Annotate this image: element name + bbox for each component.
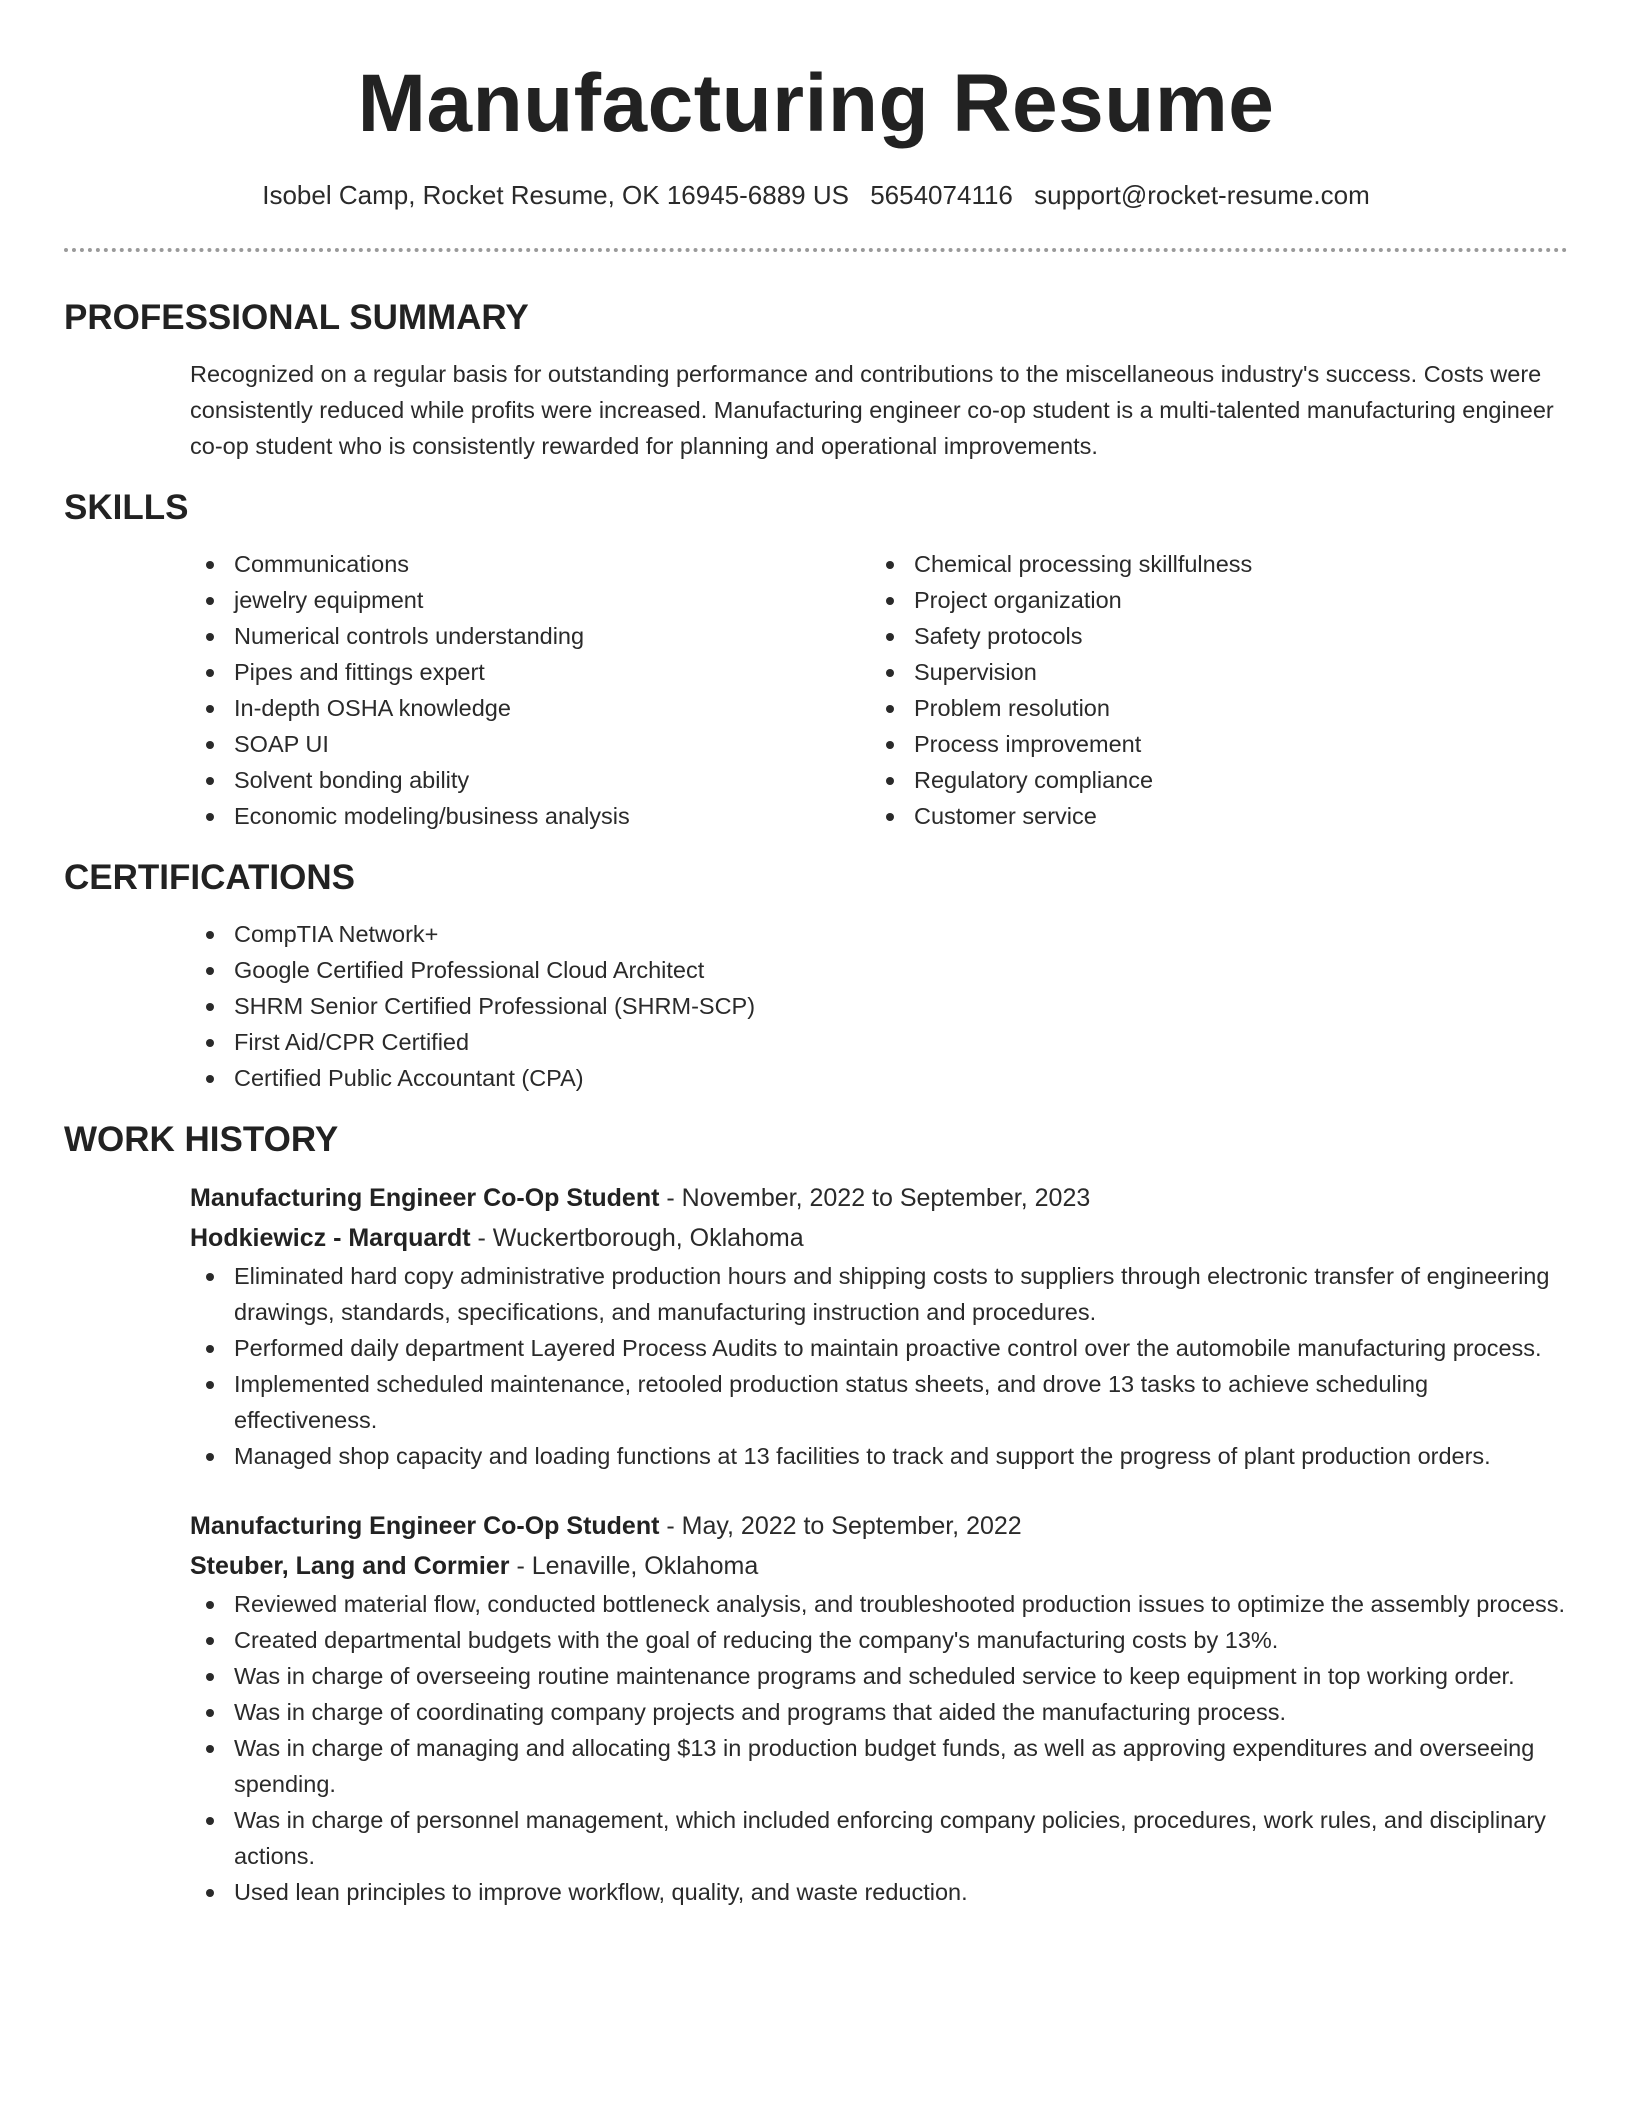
job-duty: Performed daily department Layered Process Audits to maintain proactive control over the automobile manufacturing process.: [190, 1330, 1568, 1366]
summary-heading: PROFESSIONAL SUMMARY: [64, 298, 529, 337]
skill-item: Numerical controls understanding: [190, 618, 870, 654]
skill-item: SOAP UI: [190, 726, 870, 762]
job-entry: [190, 1178, 1568, 1474]
work-history-section: [64, 1118, 1568, 1910]
job-dates: - November, 2022 to September, 2023: [659, 1184, 1091, 1212]
certifications-section: [64, 856, 1568, 1096]
skills-heading: SKILLS: [64, 488, 189, 527]
contact-email: support@rocket-resume.com: [1034, 180, 1370, 210]
summary-text: Recognized on a regular basis for outstanding performance and contributions to the miscellaneous industry's success. Costs were consistently reduced while profits were increased. Manufacturing engineer co-op student is a multi-talented manufacturing engineer co-op student who is consistently rewarded for planning and operational improvements.: [190, 361, 1554, 459]
job-duty: Implemented scheduled maintenance, retooled production status sheets, and drove 13 tasks to achieve scheduling effectiveness.: [190, 1366, 1568, 1438]
job-duty: Was in charge of coordinating company projects and programs that aided the manufacturing process.: [190, 1694, 1568, 1730]
skill-item: Solvent bonding ability: [190, 762, 870, 798]
skills-list-right: [870, 546, 1550, 834]
skill-item: Customer service: [870, 798, 1550, 834]
skill-item: Pipes and fittings expert: [190, 654, 870, 690]
skills-section: [64, 486, 1568, 834]
job-title-line: [190, 1178, 1568, 1218]
job-company: Steuber, Lang and Cormier: [190, 1552, 510, 1580]
job-duty: Eliminated hard copy administrative production hours and shipping costs to suppliers through electronic transfer of engineering drawings, standards, specifications, and manufacturing instruction and procedures.: [190, 1258, 1568, 1330]
job-duty: Was in charge of overseeing routine maintenance programs and scheduled service to keep equipment in top working order.: [190, 1658, 1568, 1694]
skill-item: In-depth OSHA knowledge: [190, 690, 870, 726]
job-duty: Used lean principles to improve workflow, quality, and waste reduction.: [190, 1874, 1568, 1910]
job-duty: Was in charge of personnel management, which included enforcing company policies, procedures, work rules, and disciplinary actions.: [190, 1802, 1568, 1874]
certifications-heading: CERTIFICATIONS: [64, 858, 356, 897]
job-title-line: [190, 1506, 1568, 1546]
certification-item: Google Certified Professional Cloud Architect: [190, 952, 1568, 988]
certification-item: CompTIA Network+: [190, 916, 1568, 952]
skill-item: Process improvement: [870, 726, 1550, 762]
skill-item: Safety protocols: [870, 618, 1550, 654]
job-entry: [190, 1506, 1568, 1910]
certification-item: Certified Public Accountant (CPA): [190, 1060, 1568, 1096]
job-dates: - May, 2022 to September, 2022: [659, 1512, 1022, 1540]
skills-list-left: [190, 546, 870, 834]
skill-item: Supervision: [870, 654, 1550, 690]
job-company: Hodkiewicz - Marquardt: [190, 1224, 471, 1252]
job-location: - Wuckertborough, Oklahoma: [470, 1224, 804, 1252]
skill-item: Communications: [190, 546, 870, 582]
skill-item: Economic modeling/business analysis: [190, 798, 870, 834]
skill-item: Project organization: [870, 582, 1550, 618]
job-location: - Lenaville, Oklahoma: [509, 1552, 759, 1580]
skill-item: Regulatory compliance: [870, 762, 1550, 798]
contact-line: [64, 178, 1568, 212]
contact-phone: 5654074116: [870, 180, 1013, 210]
contact-address: Isobel Camp, Rocket Resume, OK 16945-6889 US: [262, 180, 849, 210]
resume-title: Manufacturing Resume: [357, 58, 1275, 149]
skill-item: Problem resolution: [870, 690, 1550, 726]
job-title: Manufacturing Engineer Co-Op Student: [190, 1184, 660, 1212]
job-duty: Was in charge of managing and allocating $13 in production budget funds, as well as approving expenditures and overseeing spending.: [190, 1730, 1568, 1802]
skill-item: Chemical processing skillfulness: [870, 546, 1550, 582]
resume-page: [64, 0, 1568, 1910]
job-duties-list: [190, 1258, 1568, 1474]
skill-item: jewelry equipment: [190, 582, 870, 618]
job-company-line: [190, 1546, 1568, 1586]
certification-item: First Aid/CPR Certified: [190, 1024, 1568, 1060]
work-history-heading: WORK HISTORY: [64, 1120, 339, 1159]
certifications-list: [190, 916, 1568, 1096]
job-duty: Reviewed material flow, conducted bottleneck analysis, and troubleshooted production issues to optimize the assembly process.: [190, 1586, 1568, 1622]
job-duties-list: [190, 1586, 1568, 1910]
job-company-line: [190, 1218, 1568, 1258]
header-divider: [64, 248, 1568, 252]
certification-item: SHRM Senior Certified Professional (SHRM-SCP): [190, 988, 1568, 1024]
summary-section: [64, 296, 1568, 464]
job-title: Manufacturing Engineer Co-Op Student: [190, 1512, 660, 1540]
job-duty: Created departmental budgets with the goal of reducing the company's manufacturing costs by 13%.: [190, 1622, 1568, 1658]
job-duty: Managed shop capacity and loading functions at 13 facilities to track and support the progress of plant production orders.: [190, 1438, 1568, 1474]
